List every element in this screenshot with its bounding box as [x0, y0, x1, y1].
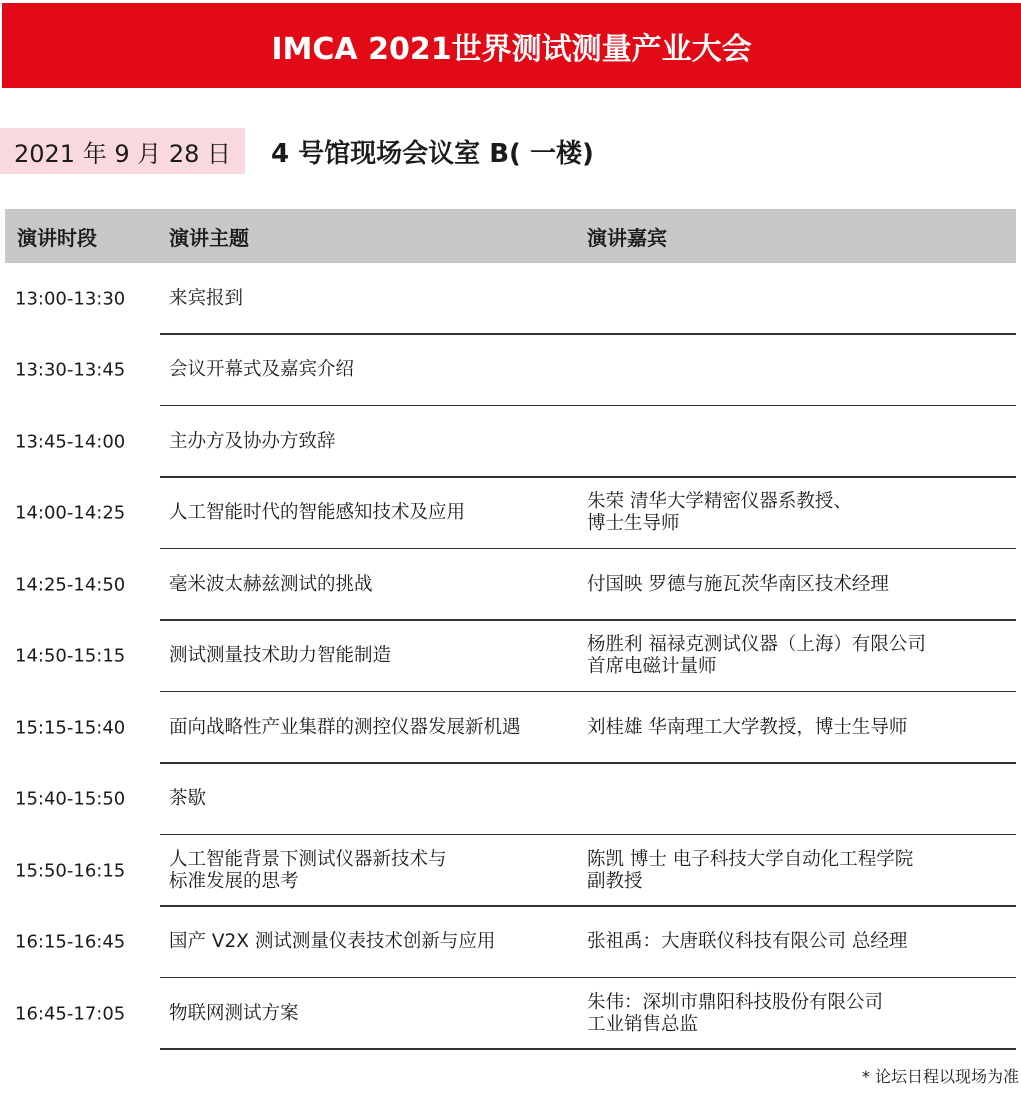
talk-topic [169, 717, 569, 739]
talk-topic-line: 标准发展的思考 [169, 870, 299, 892]
speaker-line: 工业销售总监 [587, 1013, 699, 1035]
speaker-line: 首席电磁计量师 [587, 656, 717, 678]
time-slot: 16:45-17:05 [15, 1003, 126, 1025]
time-slot: 14:50-15:15 [15, 645, 126, 667]
talk-topic-line: 会议开幕式及嘉宾介绍 [169, 359, 355, 381]
talk-topic [169, 502, 569, 524]
talk-topic-line: 国产 V2X 测试测量仪表技术创新与应用 [169, 931, 496, 953]
speaker-line: 杨胜利 福禄克测试仪器（上海）有限公司 [587, 634, 926, 656]
time-slot: 15:15-15:40 [15, 717, 126, 739]
time-slot: 13:00-13:30 [15, 288, 126, 310]
talk-topic-line: 毫米波太赫兹测试的挑战 [169, 573, 373, 595]
talk-topic-line: 茶歇 [169, 788, 207, 810]
talk-topic-line: 面向战略性产业集群的测控仪器发展新机遇 [169, 716, 521, 738]
talk-topic [169, 1003, 569, 1025]
time-slot: 16:15-16:45 [15, 931, 126, 953]
speaker [587, 717, 1007, 739]
session-info [0, 128, 594, 174]
talk-topic-line: 来宾报到 [169, 287, 244, 309]
talk-topic [169, 645, 569, 667]
talk-topic [169, 574, 569, 596]
table-row [0, 764, 1021, 836]
table-row [0, 978, 1021, 1050]
talk-topic [169, 359, 569, 381]
table-row [0, 263, 1021, 335]
talk-topic [169, 431, 569, 453]
table-row [0, 692, 1021, 764]
speaker [587, 992, 1007, 1036]
speaker-line: 朱伟：深圳市鼎阳科技股份有限公司 [587, 991, 884, 1013]
table-row [0, 335, 1021, 407]
talk-topic [169, 788, 569, 810]
conference-title: IMCA 2021世界测试测量产业大会 [271, 31, 752, 67]
speaker-line: 张祖禹：大唐联仪科技有限公司 总经理 [587, 931, 908, 953]
row-divider [160, 1048, 1016, 1050]
column-header-speaker: 演讲嘉宾 [587, 225, 667, 250]
time-slot: 13:30-13:45 [15, 359, 126, 381]
footnote: * 论坛日程以现场为准 [861, 1067, 1019, 1086]
speaker [587, 634, 1007, 678]
talk-topic-line: 主办方及协办方致辞 [169, 430, 336, 452]
column-header-topic: 演讲主题 [169, 225, 249, 250]
speaker-line: 朱荣 清华大学精密仪器系教授、 [587, 491, 852, 513]
speaker [587, 849, 1007, 893]
speaker-line: 博士生导师 [587, 513, 680, 535]
time-slot: 14:00-14:25 [15, 502, 126, 524]
talk-topic-line: 物联网测试方案 [169, 1002, 299, 1024]
table-row [0, 549, 1021, 621]
talk-topic [169, 288, 569, 310]
time-slot: 14:25-14:50 [15, 574, 126, 596]
table-row [0, 835, 1021, 907]
speaker [587, 574, 1007, 596]
table-header [5, 209, 1016, 263]
talk-topic-line: 人工智能时代的智能感知技术及应用 [169, 502, 466, 524]
date-badge: 2021 年 9 月 28 日 [0, 128, 245, 174]
speaker [587, 491, 1007, 535]
talk-topic-line: 测试测量技术助力智能制造 [169, 645, 392, 667]
column-header-time: 演讲时段 [17, 225, 97, 250]
speaker-line: 副教授 [587, 870, 643, 892]
table-row [0, 907, 1021, 979]
speaker-line: 陈凯 博士 电子科技大学自动化工程学院 [587, 848, 914, 870]
time-slot: 15:40-15:50 [15, 788, 126, 810]
talk-topic-line: 人工智能背景下测试仪器新技术与 [169, 848, 447, 870]
table-row [0, 621, 1021, 693]
speaker [587, 931, 1007, 953]
conference-banner [2, 3, 1021, 88]
talk-topic [169, 931, 569, 953]
table-row [0, 478, 1021, 550]
speaker-line: 付国映 罗德与施瓦茨华南区技术经理 [587, 573, 889, 595]
table-row [0, 406, 1021, 478]
venue-title: 4 号馆现场会议室 B( 一楼) [271, 138, 594, 169]
time-slot: 13:45-14:00 [15, 431, 126, 453]
talk-topic [169, 849, 569, 893]
time-slot: 15:50-16:15 [15, 860, 126, 882]
speaker-line: 刘桂雄 华南理工大学教授，博士生导师 [587, 716, 908, 738]
schedule-table-body [0, 263, 1021, 1050]
